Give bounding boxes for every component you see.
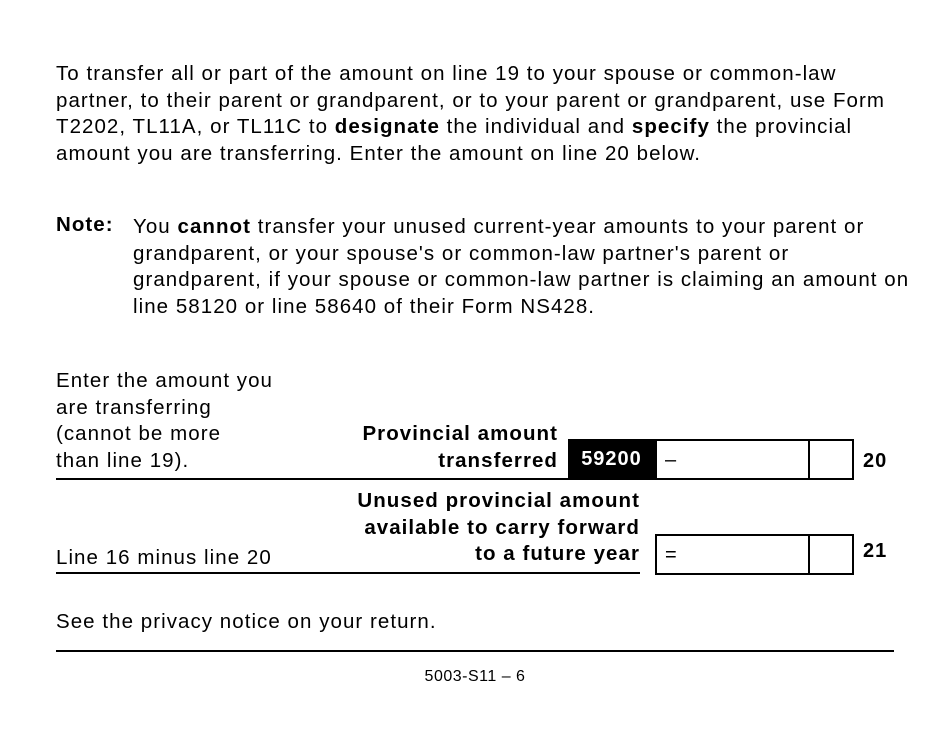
line20-instruction-line: Enter the amount you xyxy=(56,369,274,392)
line21-underline xyxy=(56,572,640,574)
intro-text-2: the individual and xyxy=(439,115,632,138)
intro-bold-designate: designate xyxy=(334,115,440,138)
line20-instruction-line: than line 19). xyxy=(56,448,190,472)
line21-label-line: to a future year xyxy=(475,542,640,565)
line20-amount-input[interactable] xyxy=(655,439,810,480)
line20-label xyxy=(300,421,558,474)
note-bold-cannot: cannot xyxy=(177,215,251,238)
intro-text-1: To transfer all or part of the amount on line 19 to your spouse or common-law partner, to their parent or grandparent, or to your parent or grandparent, use Form T2202, TL11A, or TL11C to xyxy=(56,62,885,138)
line20-number: 20 xyxy=(863,450,888,472)
line21-operator: = xyxy=(665,544,677,566)
line21-label-line: Unused provincial amount xyxy=(357,489,640,512)
line21-instruction: Line 16 minus line 20 xyxy=(56,546,272,569)
line20-instruction xyxy=(56,368,326,474)
privacy-notice: See the privacy notice on your return. xyxy=(56,610,437,633)
line20-code-box: 59200 xyxy=(568,439,655,480)
line20-operator: – xyxy=(665,449,677,471)
line20-cents-input[interactable] xyxy=(808,439,854,480)
intro-bold-specify: specify xyxy=(631,115,710,138)
note-text-1: You xyxy=(133,215,178,238)
line20-label-line: transferred xyxy=(438,448,558,472)
line21-number: 21 xyxy=(863,540,888,562)
intro-text-3: the provincial amount you are transferring. Enter the amount on line 20 below. xyxy=(56,115,853,165)
line21-cents-input[interactable] xyxy=(808,534,854,575)
intro-paragraph xyxy=(56,61,916,167)
line20-underline xyxy=(56,478,568,480)
line21-label-line: available to carry forward xyxy=(364,515,640,539)
form-page-number: 5003-S11 – 6 xyxy=(424,668,526,685)
line21-label xyxy=(300,488,640,568)
note-text-2: transfer your unused current-year amounts to your parent or grandparent, or your spouse's or common-law partner's parent or grandparent, if your spouse or common-law partner is claiming an amount on line 58120 or line 58640 of their Form NS428. xyxy=(133,215,910,318)
line20-instruction-line: (cannot be more xyxy=(56,422,222,445)
line21-amount-input[interactable] xyxy=(655,534,810,575)
line20-instruction-line: are transferring xyxy=(56,395,212,419)
footer-rule xyxy=(56,650,894,652)
line20-label-line: Provincial amount xyxy=(362,422,558,445)
note-text xyxy=(133,214,923,320)
note-label: Note: xyxy=(56,213,114,236)
